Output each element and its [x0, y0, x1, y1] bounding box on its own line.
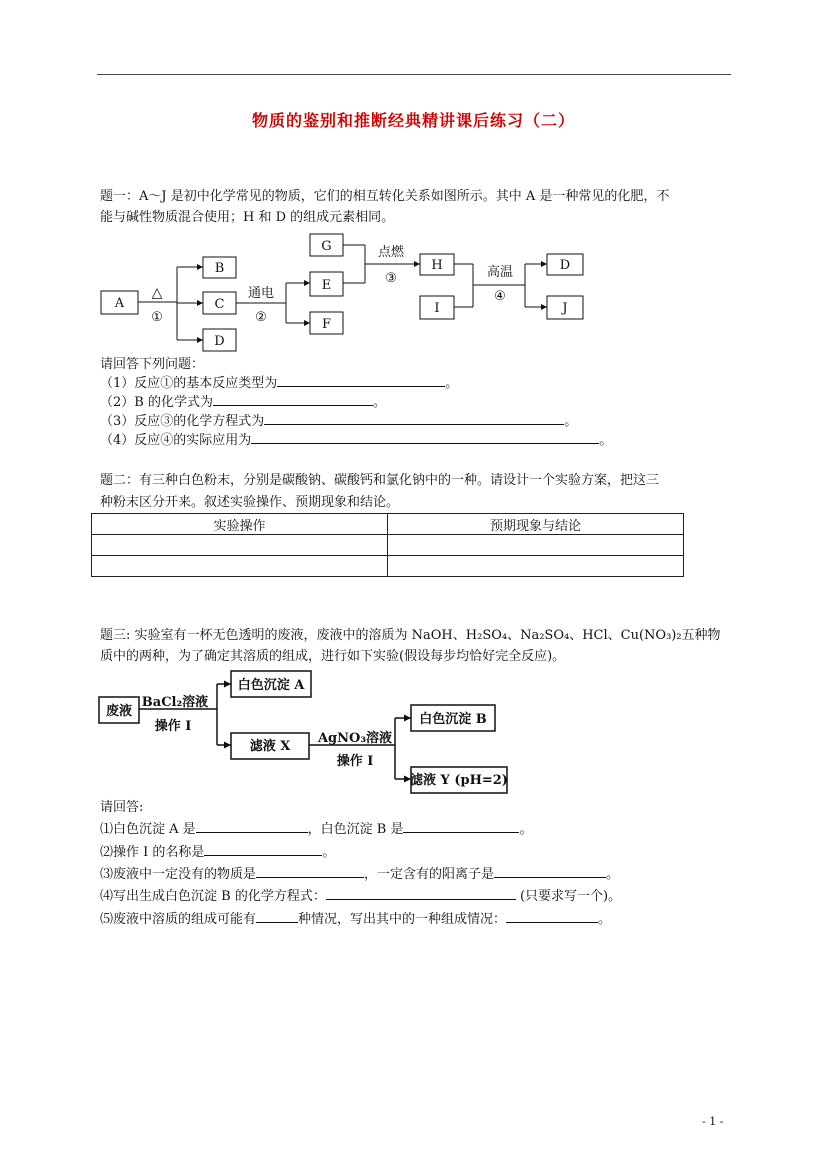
q1-item-4: （4）反应④的实际应用为 。 [100, 429, 612, 451]
answer-blank[interactable] [251, 429, 599, 444]
table-row [92, 556, 684, 577]
q3-item-5: ⑸废液中溶质的组成可能有 种情况，写出其中的一种组成情况： 。 [100, 908, 611, 930]
q2-intro-line2: 种粉末区分开来。叙述实验操作、预期现象和结论。 [100, 495, 400, 510]
box-g-label: G [321, 239, 332, 254]
label-reaction-1: ① [151, 310, 163, 325]
answer-blank[interactable] [256, 908, 298, 923]
box-d2-label: D [559, 258, 571, 273]
q3-item-3: ⑶废液中一定没有的物质是 ，一定含有的阳离子是 。 [100, 863, 619, 885]
answer-blank[interactable] [196, 818, 308, 833]
box-h-label: H [431, 258, 443, 273]
label-heat: △ [151, 285, 163, 301]
box-i-label: I [434, 301, 440, 316]
q3-prompt: 请回答: [100, 800, 144, 815]
q1-prompt: 请回答下列问题： [100, 357, 205, 372]
label-ignite: 点燃 [377, 245, 405, 260]
table-header-row [92, 514, 684, 535]
q1-intro-line2: 能与碱性物质混合使用；H 和 D 的组成元素相同。 [100, 210, 395, 225]
q3-experiment-diagram [95, 668, 515, 796]
q1-item-1: （1）反应①的基本反应类型为 。 [100, 372, 458, 394]
table-row [92, 535, 684, 556]
box-j-label: J [562, 301, 568, 316]
label-reaction-2: ② [255, 310, 267, 325]
q1-item-3: （3）反应③的化学方程式为 。 [100, 410, 577, 432]
answer-blank[interactable] [256, 863, 364, 878]
label-filtrate-x: 滤液 X [249, 739, 291, 754]
answer-blank[interactable] [326, 885, 516, 900]
label-bacl2-solution: BaCl₂溶液 [141, 695, 209, 710]
table-cell[interactable] [388, 535, 684, 556]
q1-reaction-diagram [95, 230, 625, 356]
label-waste-liquid: 废液 [105, 704, 133, 719]
label-electrolysis: 通电 [247, 286, 275, 301]
table-cell[interactable] [388, 556, 684, 577]
table-cell[interactable] [92, 535, 388, 556]
answer-blank[interactable] [277, 372, 445, 387]
answer-blank[interactable] [204, 841, 322, 856]
q1-item-2: （2）B 的化学式为 。 [100, 391, 386, 413]
answer-blank[interactable] [264, 410, 564, 425]
q3-intro-line1: 题三: 实验室有一杯无色透明的废液，废液中的溶质为 NaOH、H₂SO₄、Na₂SO₄、HCl、Cu(NO₃)₂五种物 [100, 628, 721, 643]
label-white-precipitate-a: 白色沉淀 A [237, 678, 305, 693]
q2-intro-line1: 题二：有三种白色粉末，分别是碳酸钠、碳酸钙和氯化钠中的一种。请设计一个实验方案，把这三 [100, 473, 660, 488]
box-b-label: B [214, 261, 225, 276]
label-filtrate-y: 滤液 Y (pH=2) [410, 773, 508, 788]
page-title: 物质的鉴别和推断经典精讲课后练习（二） [251, 111, 575, 130]
q3-intro-line2: 质中的两种，为了确定其溶质的组成，进行如下实验(假设每步均恰好完全反应)。 [100, 649, 566, 664]
answer-blank[interactable] [213, 391, 373, 406]
box-c-label: C [214, 297, 225, 312]
table-cell[interactable] [92, 556, 388, 577]
header-rule [97, 74, 731, 75]
table-header: 实验操作 [92, 514, 388, 535]
box-d-label: D [214, 334, 225, 349]
box-e-label: E [321, 278, 332, 293]
q3-item-1: ⑴白色沉淀 A 是 ，白色沉淀 B 是 。 [100, 818, 533, 840]
answer-blank[interactable] [403, 818, 519, 833]
label-reaction-4: ④ [494, 289, 506, 304]
experiment-table [91, 513, 684, 577]
answer-blank[interactable] [506, 908, 598, 923]
answer-blank[interactable] [494, 863, 606, 878]
q3-item-4: ⑷写出生成白色沉淀 B 的化学方程式： (只要求写一个)。 [100, 885, 621, 907]
label-operation-1b: 操作 I [336, 754, 374, 769]
table-header: 预期现象与结论 [388, 514, 684, 535]
label-agno3-solution: AgNO₃溶液 [317, 731, 393, 746]
box-a-label: A [114, 296, 125, 311]
q1-intro-line1: 题一：A～J 是初中化学常见的物质，它们的相互转化关系如图所示。其中 A 是一种常见的化肥，不 [100, 189, 670, 204]
box-f-label: F [321, 317, 332, 332]
q3-item-2: ⑵操作 I 的名称是 。 [100, 841, 335, 863]
label-reaction-3: ③ [385, 271, 397, 286]
label-white-precipitate-b: 白色沉淀 B [419, 712, 487, 727]
label-operation-1a: 操作 I [154, 719, 192, 734]
page-number: - 1 - [702, 1115, 724, 1128]
label-high-temp: 高温 [486, 265, 514, 280]
